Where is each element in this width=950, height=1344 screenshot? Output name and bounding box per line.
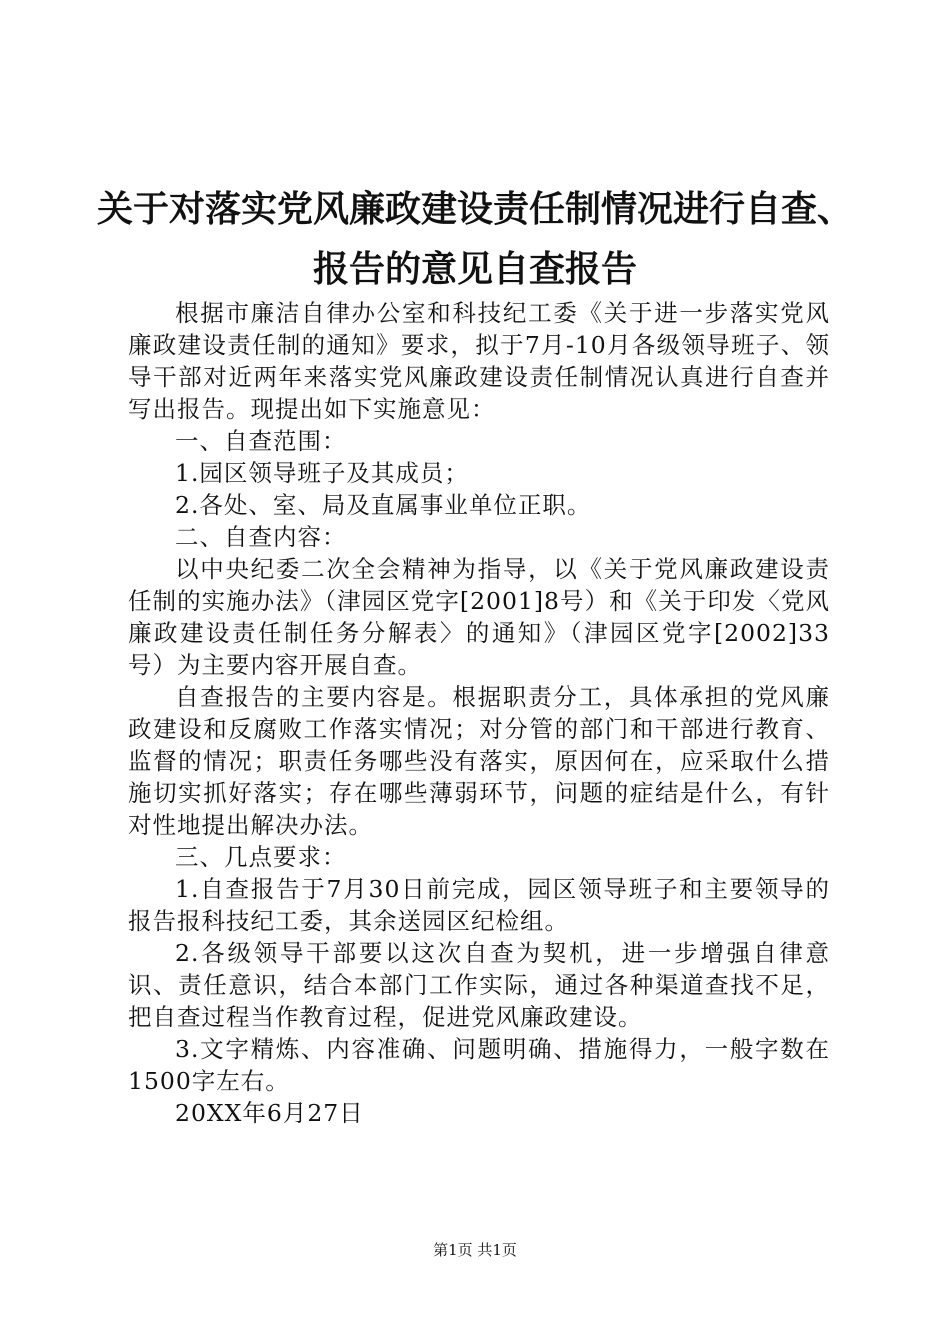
scope-item-1: 1.园区领导班子及其成员； bbox=[175, 459, 469, 487]
requirement-item-2: 2.各级领导干部要以这次自查为契机，进一步增强自律意识、责任意识，结合本部门工作实际，通过各种渠道查找不足，把自查过程当作教育过程，促进党风廉政建设。 bbox=[128, 939, 830, 1031]
page-number-footer: 第1页 共1页 bbox=[433, 1241, 517, 1259]
requirement-item-3: 3.文字精炼、内容准确、问题明确、措施得力，一般字数在1500字左右。 bbox=[128, 1035, 830, 1095]
document-body bbox=[128, 297, 830, 1129]
paragraph-content-basis: 以中央纪委二次全会精神为指导，以《关于党风廉政建设责任制的实施办法》（津园区党字[2001]8号）和《关于印发〈党风廉政建设责任制任务分解表〉的通知》（津园区党字[2002]33号）为主要内容开展自查。 bbox=[128, 555, 830, 679]
document-title-line-2: 报告的意见自查报告 bbox=[312, 249, 637, 290]
section-heading-scope: 一、自查范围： bbox=[175, 427, 347, 455]
requirement-item-1: 1.自查报告于7月30日前完成，园区领导班子和主要领导的报告报科技纪工委，其余送园区纪检组。 bbox=[128, 875, 830, 935]
section-heading-requirements: 三、几点要求： bbox=[175, 843, 347, 871]
document-title-line-1: 关于对落实党风廉政建设责任制情况进行自查、 bbox=[96, 189, 853, 230]
paragraph-content-main: 自查报告的主要内容是。根据职责分工，具体承担的党风廉政建设和反腐败工作落实情况；对分管的部门和干部进行教育、监督的情况；职责任务哪些没有落实，原因何在，应采取什么措施切实抓好落实；存在哪些薄弱环节，问题的症结是什么，有针对性地提出解决办法。 bbox=[128, 683, 830, 839]
document-date: 20XX年6月27日 bbox=[175, 1099, 364, 1127]
scope-item-2: 2.各处、室、局及直属事业单位正职。 bbox=[175, 491, 592, 519]
paragraph-intro: 根据市廉洁自律办公室和科技纪工委《关于进一步落实党风廉政建设责任制的通知》要求，拟于7月-10月各级领导班子、领导干部对近两年来落实党风廉政建设责任制情况认真进行自查并写出报告。现提出如下实施意见： bbox=[128, 299, 830, 423]
section-heading-content: 二、自查内容： bbox=[175, 523, 347, 551]
